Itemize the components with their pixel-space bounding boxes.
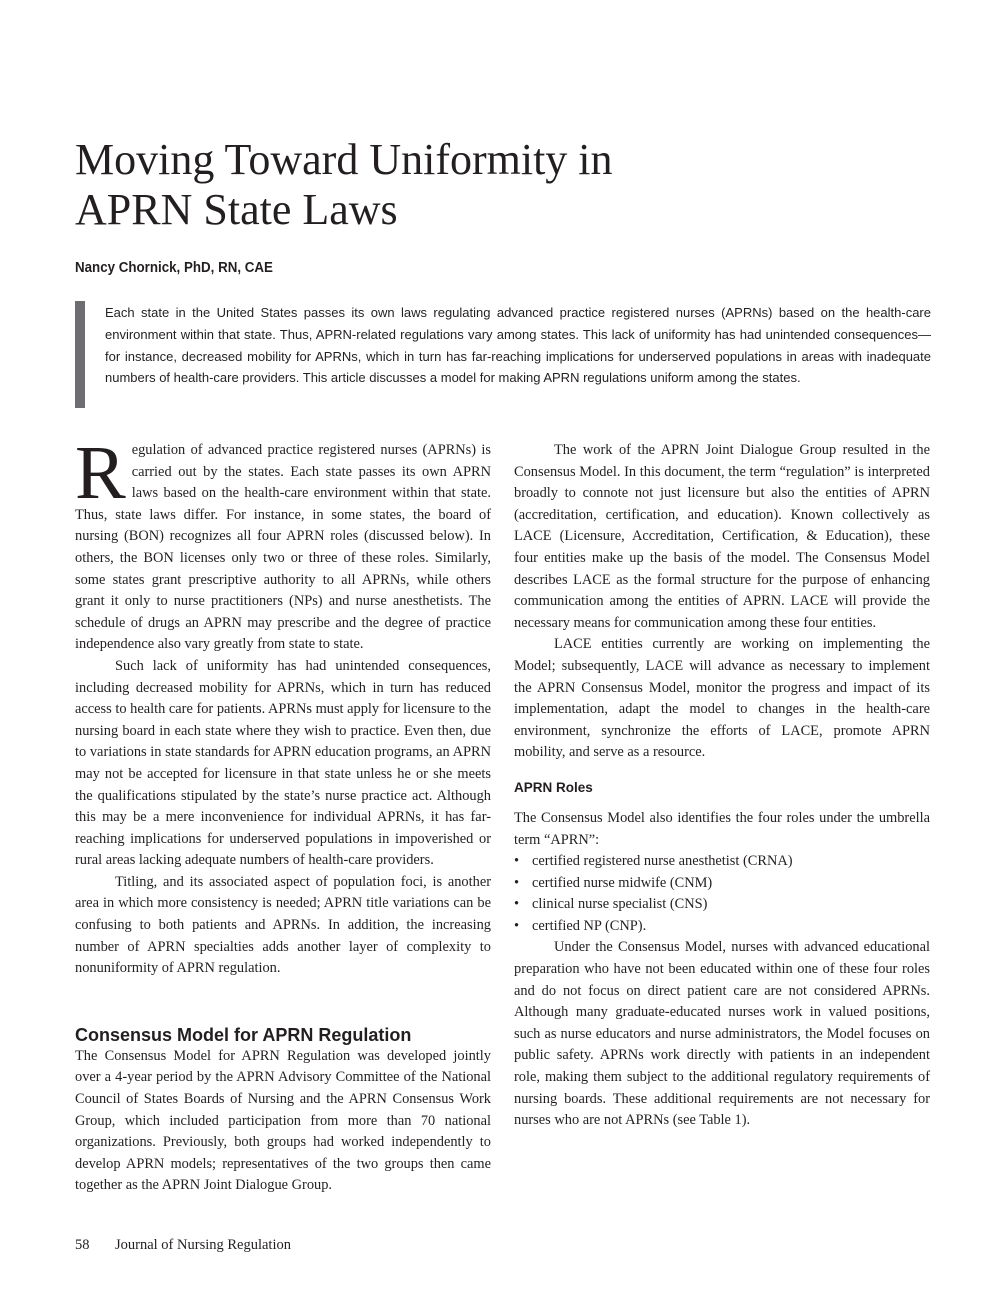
body-paragraph: Under the Consensus Model, nurses with advanced educational preparation who have not been educated within one of these four roles and do not focus on direct patient care are not considered APRNs. Although many graduate-educated nurses work in valued positions, such as nurse educators and nurse administrators, the Model focuses on public safety. APRNs work directly with patients in an independent role, making them subject to the additional regulatory requirements of nursing boards. These additional requirements are not necessary for nurses who are not APRNs (see Table 1).: [514, 939, 930, 1129]
list-item: • certified nurse midwife (CNM): [514, 873, 930, 895]
right-column: [514, 440, 930, 1132]
drop-cap: R: [75, 431, 126, 515]
body-paragraph: The Consensus Model for APRN Regulation was developed jointly over a 4-year period by the APRN Advisory Committee of the National Council of States Boards of Nursing and the APRN Consensus Work Group, which included participation from more than 70 national organizations. Previously, both groups had worked independently to develop APRN models; representatives of the two groups then came together as the APRN Joint Dialogue Group.: [75, 1047, 491, 1194]
bullet-icon: •: [514, 917, 520, 934]
roles-list: [514, 851, 930, 937]
article-title: [75, 135, 935, 235]
abstract-bar: [75, 301, 85, 408]
body-paragraph: Such lack of uniformity has had unintended consequences, including decreased mobility for APRNs, which in turn has reduced access to health care for patients. APRNs must apply for licensure to the nursing board in each state where they wish to practice. Even then, due to variations in state standards for APRN education programs, an APRN may not be accepted for licensure in that state unless he or she meets the qualifications stipulated by the state’s nurse practice act. Although this may be a mere inconvenience for individual APRNs, it has far-reaching implications for underserved populations in impoverished or rural areas lacking adequate numbers of health-care providers.: [75, 657, 492, 869]
bullet-icon: •: [514, 853, 520, 870]
author-byline: Nancy Chornick, PhD, RN, CAE: [75, 260, 273, 276]
page-number: 58: [75, 1237, 90, 1253]
body-paragraph: [75, 431, 491, 656]
bullet-icon: •: [514, 874, 520, 891]
list-item: • certified NP (CNP).: [514, 916, 930, 938]
bullet-icon: •: [514, 896, 520, 913]
body-paragraph: The Consensus Model also identifies the four roles under the umbrella term “APRN”:: [514, 809, 930, 848]
body-paragraph: LACE entities currently are working on implementing the Model; subsequently, LACE will advance as necessary to implement the APRN Consensus Model, monitor the progress and impact of its implementation, adapt the model to changes in the health-care environment, synchronize the efforts of LACE, promote APRN mobility, and serve as a resource.: [514, 636, 930, 761]
subsection-heading: APRN Roles: [514, 779, 593, 795]
left-column: [75, 431, 492, 1197]
page-footer: [75, 1237, 291, 1254]
body-paragraph: Titling, and its associated aspect of population foci, is another area in which more consistency is needed; APRN title variations can be confusing to both patients and APRNs. In addition, the increasing number of APRN specialties adds another layer of complexity to nonuniformity of APRN regulation.: [75, 873, 491, 977]
title-line-2: APRN State Laws: [75, 185, 398, 234]
list-item: • certified registered nurse anesthetist (CRNA): [514, 851, 930, 873]
list-item: • clinical nurse specialist (CNS): [514, 894, 930, 916]
body-paragraph: The work of the APRN Joint Dialogue Group resulted in the Consensus Model. In this document, the term “regulation” is interpreted broadly to connote not just licensure but also the entities of APRN (accreditation, certification, and education). Known collectively as LACE (Licensure, Accreditation, Certification, & Education), these four entities make up the basis of the model. The Consensus Model describes LACE as the formal structure for the purpose of enhancing communication among the entities of APRN. LACE will provide the necessary means for communication among these four entities.: [514, 442, 930, 631]
section-heading: Consensus Model for APRN Regulation: [75, 1024, 412, 1045]
abstract: Each state in the United States passes its own laws regulating advanced practice registered nurses (APRNs) based on the health-care environment within that state. Thus, APRN-related regulations vary among states. This lack of uniformity has had unintended consequences—for instance, decreased mobility for APRNs, which in turn has far-reaching implications for underserved populations in areas with inadequate numbers of health-care providers. This article discusses a model for making APRN regulations uniform among the states.: [105, 305, 931, 386]
paragraph-text: egulation of advanced practice registered nurses (APRNs) is carried out by the states. Each state passes its own APRN laws based on the health-care environment within that state. Thus, state laws differ. For instance, in some states, the board of nursing (BON) recognizes all four APRN roles (discussed below). In others, the BON licenses only two or three of these roles. Similarly, some states grant prescriptive authority to all APRNs, while others grant it only to nurse practitioners (NPs) and nurse anesthetists. The schedule of drugs an APRN may prescribe and the degree of practice independence also vary greatly from state to state.: [75, 442, 491, 653]
journal-name: Journal of Nursing Regulation: [115, 1237, 291, 1253]
title-line-1: Moving Toward Uniformity in: [75, 135, 613, 184]
